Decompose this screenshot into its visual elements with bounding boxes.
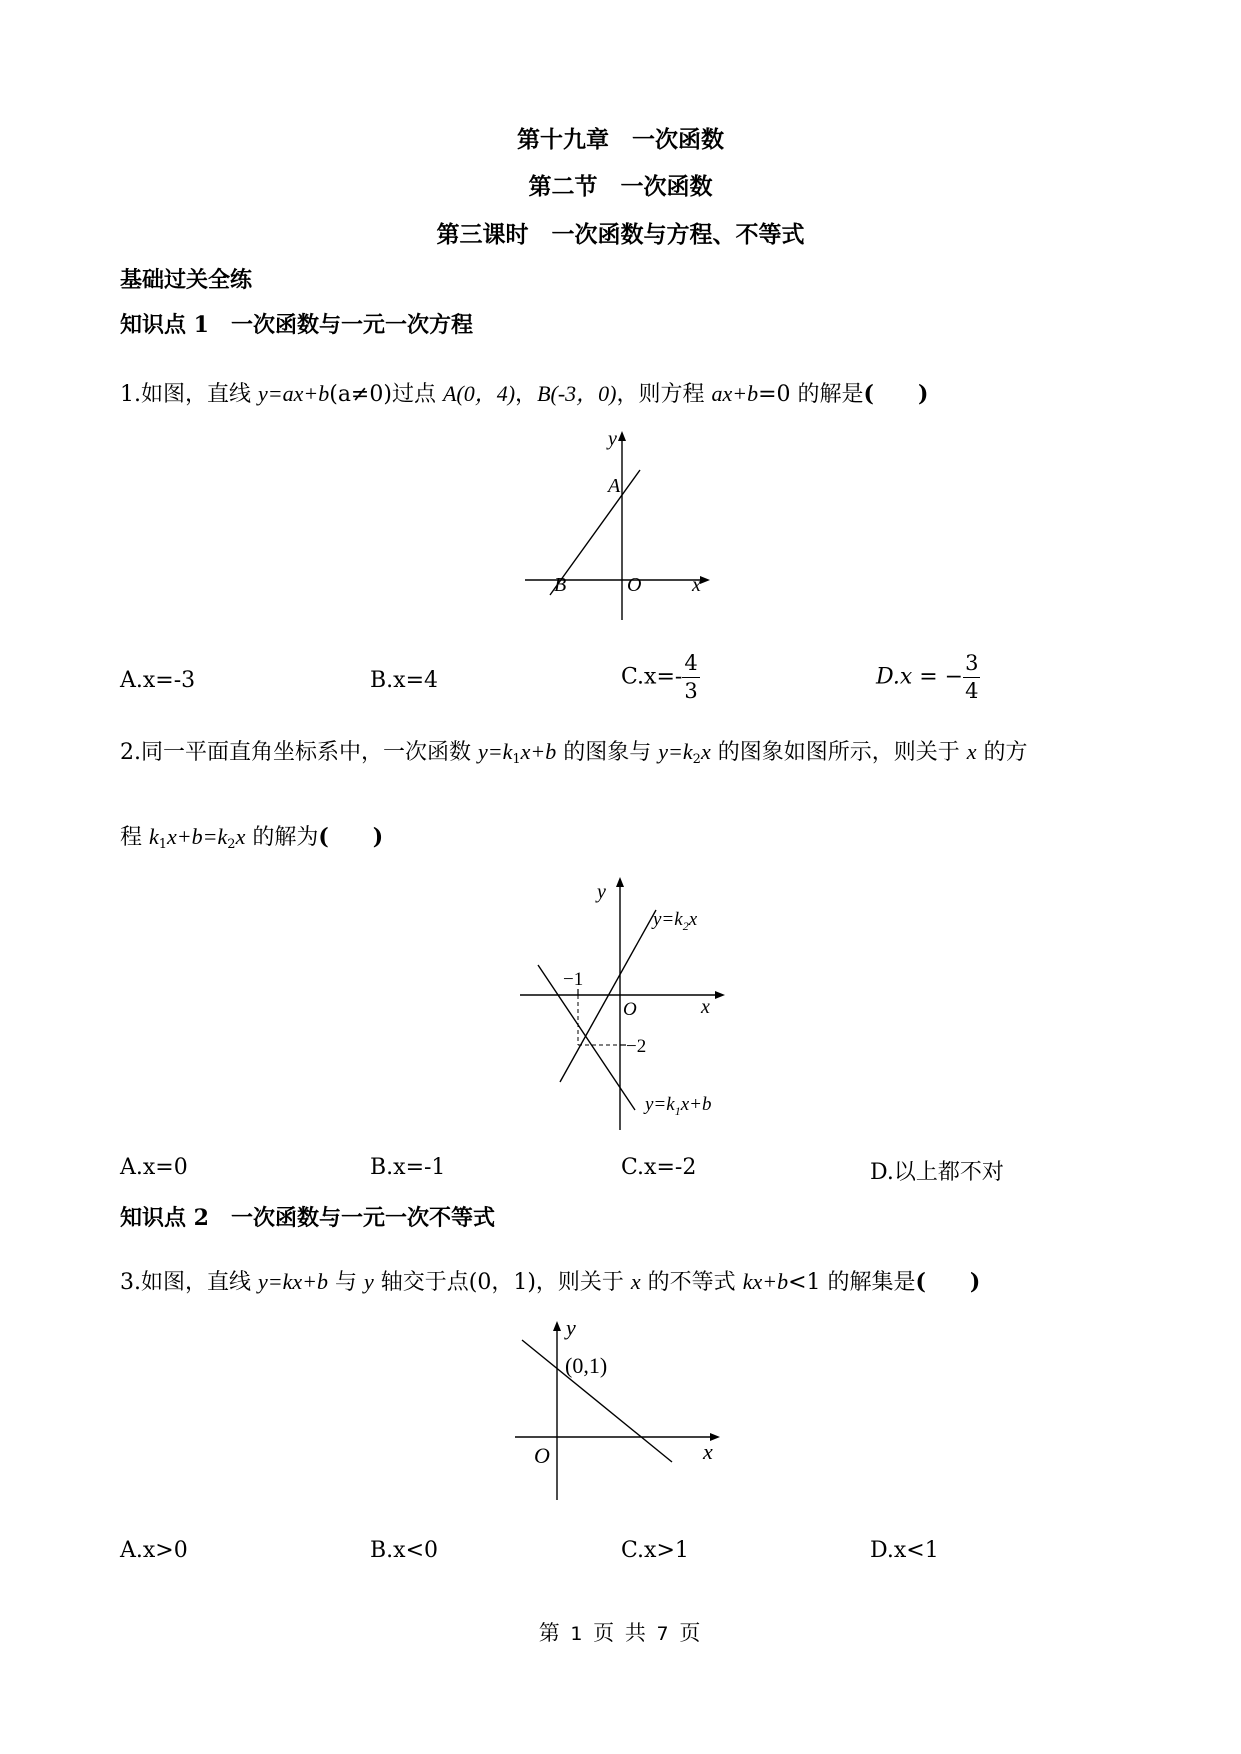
q1-point-a: A(0，4)	[442, 381, 516, 406]
svg-text:−2: −2	[626, 1036, 647, 1057]
q1-x-label: x	[692, 574, 701, 596]
svg-text:−1: −1	[563, 969, 584, 990]
q1-x-arrow	[700, 576, 710, 584]
q1-figure	[520, 425, 720, 625]
svg-text:O: O	[534, 1443, 550, 1468]
answer-blank: ( )	[863, 381, 929, 407]
question-1: 1.如图，直线 y=ax+b(a≠0)过点 A(0，4)，B(-3，0)，则方程 ax+b=0 的解是( )	[120, 381, 929, 407]
q3-option-b[interactable]: B.x<0	[370, 1538, 438, 1563]
q1-point-a-label: A	[608, 475, 621, 497]
svg-text:x: x	[703, 1439, 713, 1464]
question-2-line-2: 程 $k_1x+b=k_2x$ 的解为( )	[120, 824, 384, 852]
page-footer: 第 1 页 共 7 页	[538, 1621, 703, 1645]
svg-text:y: y	[566, 1315, 576, 1340]
q1-option-a[interactable]: A.x=-3	[120, 668, 196, 693]
answer-blank: ( )	[318, 824, 384, 850]
q1-origin-label: O	[627, 574, 642, 596]
svg-text:y: y	[597, 881, 606, 903]
q1-equation: y=ax+b	[258, 381, 330, 406]
question-2: 2.同一平面直角坐标系中，一次函数 $y=k_1x+b$ 的图象与 $y=k_2x$ 的图象如图所示，则关于 x 的方	[120, 739, 1028, 767]
q2-figure	[505, 865, 745, 1135]
q1-point-b-label: B	[554, 574, 567, 596]
q2-label-k2: $y=k_2x$	[653, 909, 698, 933]
q1-option-b[interactable]: B.x=4	[370, 668, 438, 693]
q2-label-k1: $y=k_1x+b$	[645, 1094, 712, 1118]
q1-option-c-fraction: $\frac{4}{3}$	[684, 651, 698, 703]
q3-option-c[interactable]: C.x>1	[621, 1538, 689, 1563]
svg-text:O: O	[623, 999, 637, 1020]
answer-blank: ( )	[915, 1269, 981, 1295]
q3-figure	[510, 1315, 730, 1505]
svg-text:x: x	[701, 996, 710, 1018]
q2-option-b[interactable]: B.x=-1	[370, 1155, 446, 1180]
q1-y-arrow	[618, 431, 626, 441]
lesson-title: 第三课时 一次函数与方程、不等式	[436, 221, 805, 248]
svg-text:(0,1): (0,1)	[565, 1353, 608, 1378]
q2-option-d[interactable]: D.以上都不对	[870, 1160, 1004, 1185]
q3-option-d[interactable]: D.x<1	[870, 1538, 939, 1563]
section-title: 第二节 一次函数	[528, 173, 713, 200]
q2-option-a[interactable]: A.x=0	[120, 1155, 188, 1180]
part-heading: 基础过关全练	[120, 267, 253, 293]
page-number: 1	[570, 1623, 585, 1645]
question-3: 3.如图，直线 y=kx+b 与 y 轴交于点(0，1)，则关于 x 的不等式 kx+b<1 的解集是( )	[120, 1269, 981, 1295]
chapter-title: 第十九章 一次函数	[517, 126, 724, 153]
q3-option-a[interactable]: A.x>0	[120, 1538, 188, 1563]
q1-y-label: y	[608, 428, 617, 450]
q2-option-c[interactable]: C.x=-2	[621, 1155, 697, 1180]
q1-option-d[interactable]: D.x = − $\frac{3}{4}$	[876, 651, 979, 703]
q1-option-c[interactable]: C.x=- $\frac{4}{3}$	[621, 651, 698, 703]
page-total: 7	[656, 1623, 671, 1645]
knowledge-point-2: 知识点 2 一次函数与一元一次不等式	[120, 1205, 495, 1231]
q1-option-d-fraction: $\frac{3}{4}$	[965, 651, 979, 703]
q1-point-b: B(-3，0)	[537, 381, 617, 406]
knowledge-point-1: 知识点 1 一次函数与一元一次方程	[120, 312, 473, 338]
